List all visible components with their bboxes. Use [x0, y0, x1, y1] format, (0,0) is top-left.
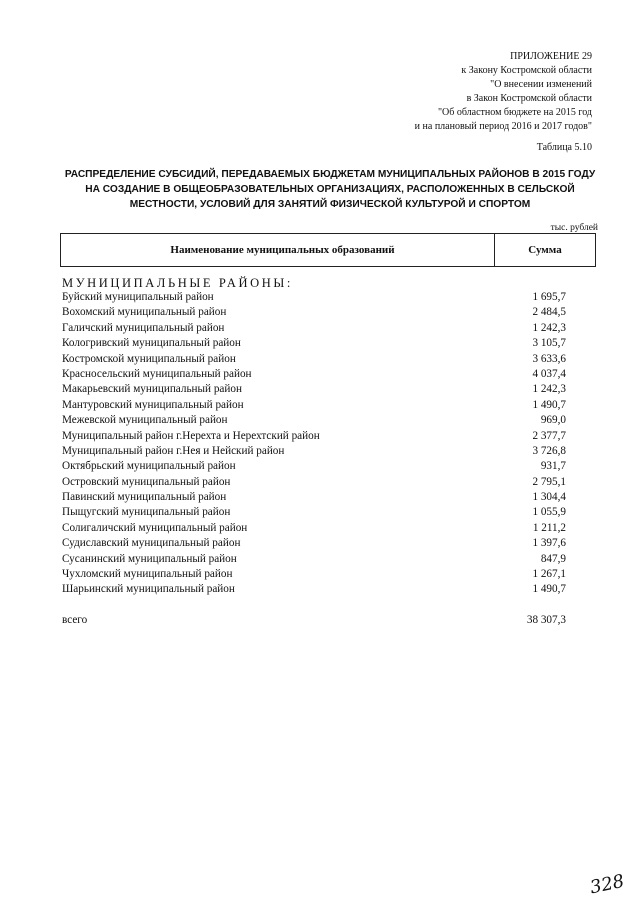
table-row	[62, 475, 596, 490]
appendix-line: в Закон Костромской области	[466, 93, 592, 104]
units-label: тыс. рублей	[550, 223, 598, 233]
row-name: Костромской муниципальный район	[62, 352, 236, 365]
page-number: 328	[587, 870, 626, 899]
appendix-line: ПРИЛОЖЕНИЕ 29	[510, 51, 592, 62]
total-value: 38 307,3	[526, 614, 566, 626]
table-row	[62, 382, 596, 397]
header-name-column: Наименование муниципальных образований	[61, 234, 495, 266]
row-name: Шарьинский муниципальный район	[62, 583, 235, 596]
row-value: 1 267,1	[532, 568, 566, 581]
row-value: 1 397,6	[532, 537, 566, 550]
table-row	[62, 305, 596, 320]
table-row	[62, 505, 596, 520]
row-value: 1 211,2	[532, 521, 566, 534]
title-line: РАСПРЕДЕЛЕНИЕ СУБСИДИЙ, ПЕРЕДАВАЕМЫХ БЮДЖЕТАМ МУНИЦИПАЛЬНЫХ РАЙОНОВ В 2015 ГОДУ	[64, 169, 596, 180]
row-name: Межевской муниципальный район	[62, 414, 228, 427]
table-body	[62, 290, 596, 598]
row-name: Чухломский муниципальный район	[62, 568, 233, 581]
appendix-line: к Закону Костромской области	[461, 65, 592, 76]
appendix-note	[292, 50, 592, 134]
row-value: 847,9	[540, 552, 566, 565]
row-name: Муниципальный район г.Нерехта и Нерехтский район	[62, 429, 320, 442]
table-header	[60, 233, 596, 267]
row-value: 2 795,1	[532, 475, 566, 488]
row-value: 931,7	[540, 460, 566, 473]
row-name: Красносельский муниципальный район	[62, 367, 252, 380]
row-name: Галичский муниципальный район	[62, 321, 225, 334]
table-row	[62, 429, 596, 444]
row-name: Буйский муниципальный район	[62, 291, 214, 303]
row-name: Павинский муниципальный район	[62, 491, 227, 504]
row-value: 1 242,3	[532, 321, 566, 334]
total-label: всего	[62, 614, 88, 626]
row-value: 3 726,8	[532, 444, 566, 457]
row-value: 1 304,4	[532, 491, 566, 504]
row-value: 1 490,7	[532, 398, 566, 411]
document-title	[50, 167, 610, 212]
table-number: Таблица 5.10	[536, 142, 592, 153]
table-row	[62, 459, 596, 474]
table-row	[62, 582, 596, 597]
row-value: 1 055,9	[532, 506, 566, 519]
row-name: Муниципальный район г.Нея и Нейский район	[62, 444, 285, 457]
table-row	[62, 552, 596, 567]
row-value: 3 105,7	[532, 337, 566, 350]
row-value: 1 490,7	[532, 583, 566, 596]
table-row	[62, 336, 596, 351]
table-row	[62, 490, 596, 505]
row-name: Кологривский муниципальный район	[62, 337, 241, 350]
title-line: НА СОЗДАНИЕ В ОБЩЕОБРАЗОВАТЕЛЬНЫХ ОРГАНИЗАЦИЯХ, РАСПОЛОЖЕННЫХ В СЕЛЬСКОЙ	[85, 184, 575, 195]
row-name: Мантуровский муниципальный район	[62, 398, 244, 411]
section-label: МУНИЦИПАЛЬНЫЕ РАЙОНЫ:	[62, 276, 293, 290]
table-row	[62, 444, 596, 459]
row-name: Островский муниципальный район	[62, 475, 231, 488]
row-value: 4 037,4	[532, 367, 566, 380]
row-value: 2 484,5	[532, 306, 566, 319]
title-line: МЕСТНОСТИ, УСЛОВИЙ ДЛЯ ЗАНЯТИЙ ФИЗИЧЕСКОЙ КУЛЬТУРОЙ И СПОРТОМ	[129, 199, 531, 210]
appendix-line: "О внесении изменений	[490, 79, 592, 90]
table-row	[62, 290, 596, 305]
row-value: 3 633,6	[532, 352, 566, 365]
table-row	[62, 352, 596, 367]
row-name: Сусанинский муниципальный район	[62, 552, 237, 565]
row-name: Судиславский муниципальный район	[62, 537, 241, 550]
table-row	[62, 398, 596, 413]
row-value: 1 695,7	[532, 291, 566, 303]
table-row	[62, 536, 596, 551]
row-name: Октябрьский муниципальный район	[62, 460, 236, 473]
row-name: Пыщугский муниципальный район	[62, 506, 231, 519]
header-sum-column: Сумма	[528, 244, 562, 256]
table-row	[62, 413, 596, 428]
table-row	[62, 367, 596, 382]
row-value: 1 242,3	[532, 383, 566, 396]
row-value: 969,0	[540, 414, 566, 427]
row-value: 2 377,7	[532, 429, 566, 442]
row-name: Вохомский муниципальный район	[62, 306, 227, 319]
total-row	[62, 614, 596, 626]
table-row	[62, 521, 596, 536]
table-row	[62, 567, 596, 582]
row-name: Солигаличский муниципальный район	[62, 521, 248, 534]
row-name: Макарьевский муниципальный район	[62, 383, 242, 396]
appendix-line: и на плановый период 2016 и 2017 годов"	[414, 121, 592, 132]
appendix-line: "Об областном бюджете на 2015 год	[437, 107, 592, 118]
table-row	[62, 321, 596, 336]
